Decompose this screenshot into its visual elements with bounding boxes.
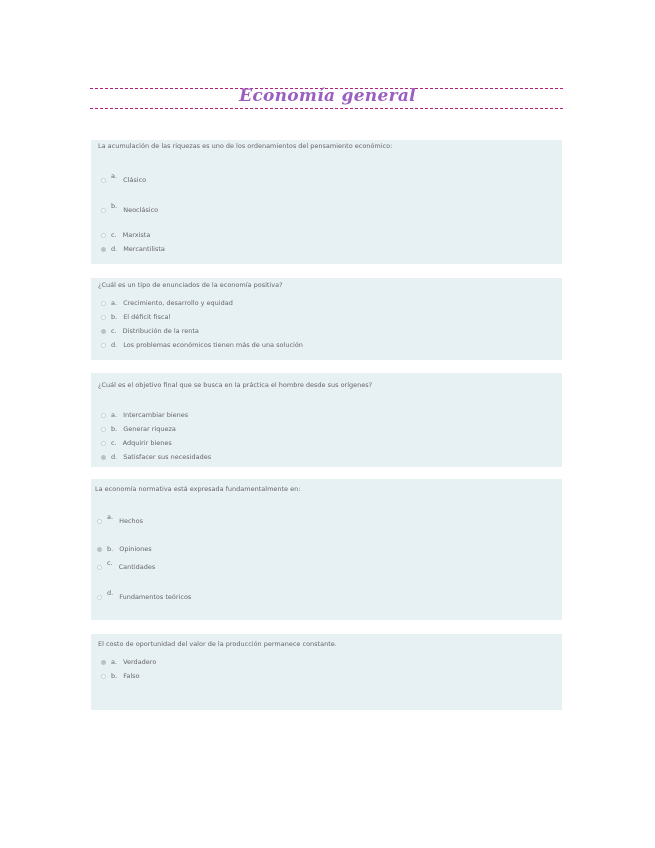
radio-button[interactable] (101, 343, 106, 348)
option-label: Crecimiento, desarrollo y equidad (123, 299, 233, 307)
option-label: Mercantilista (123, 245, 165, 253)
option-letter: d. (111, 245, 118, 253)
radio-button[interactable] (101, 427, 106, 432)
radio-button[interactable] (97, 519, 102, 524)
answer-option[interactable] (101, 172, 147, 184)
answer-option[interactable] (101, 411, 188, 419)
radio-button[interactable] (101, 208, 106, 213)
option-letter: d. (111, 453, 118, 461)
option-letter: c. (111, 327, 117, 335)
option-letter: a. (111, 299, 118, 307)
option-label: Los problemas económicos tienen más de una solución (123, 341, 303, 349)
radio-button[interactable] (101, 441, 106, 446)
question-card (91, 278, 562, 360)
question-text: La economía normativa está expresada fundamentalmente en: (95, 485, 301, 493)
radio-button-selected[interactable] (97, 547, 102, 552)
option-label: Hechos (119, 517, 144, 525)
answer-option[interactable] (97, 513, 144, 525)
option-letter: a. (111, 172, 118, 180)
option-label: Opiniones (119, 545, 152, 553)
option-label: Clásico (123, 176, 147, 184)
option-label: El déficit fiscal (123, 313, 171, 321)
answer-option[interactable] (101, 425, 176, 433)
answer-option[interactable] (97, 589, 192, 601)
answer-option[interactable] (101, 313, 170, 321)
option-label: Generar riqueza (123, 425, 176, 433)
radio-button-selected[interactable] (101, 247, 106, 252)
option-label: Intercambiar bienes (123, 411, 189, 419)
radio-button[interactable] (101, 178, 106, 183)
answer-option[interactable] (101, 231, 150, 239)
bottom-divider (90, 108, 563, 109)
answer-option[interactable] (101, 672, 140, 680)
answer-option[interactable] (101, 202, 159, 214)
option-letter: b. (111, 425, 118, 433)
radio-button[interactable] (101, 674, 106, 679)
answer-option[interactable] (101, 245, 165, 253)
option-letter: b. (111, 313, 118, 321)
answer-option[interactable] (101, 341, 303, 349)
option-label: Distribución de la renta (122, 327, 199, 335)
option-letter: c. (107, 559, 113, 567)
option-label: Fundamentos teóricos (119, 593, 192, 601)
option-letter: a. (111, 658, 118, 666)
option-label: Satisfacer sus necesidades (123, 453, 212, 461)
radio-button-selected[interactable] (101, 329, 106, 334)
question-card (91, 634, 562, 710)
radio-button[interactable] (101, 315, 106, 320)
radio-button-selected[interactable] (101, 455, 106, 460)
radio-button-selected[interactable] (101, 660, 106, 665)
option-label: Adquirir bienes (122, 439, 172, 447)
option-letter: b. (107, 545, 114, 553)
radio-button[interactable] (97, 595, 102, 600)
answer-option[interactable] (101, 299, 233, 307)
answer-option[interactable] (101, 327, 199, 335)
option-letter: d. (107, 589, 114, 597)
option-label: Cantidades (118, 563, 156, 571)
question-card (91, 373, 562, 467)
answer-option[interactable] (101, 658, 156, 666)
answer-option[interactable] (97, 545, 152, 553)
option-letter: c. (111, 439, 117, 447)
question-card (91, 140, 562, 264)
radio-button[interactable] (101, 413, 106, 418)
radio-button[interactable] (101, 233, 106, 238)
option-letter: b. (111, 672, 118, 680)
option-label: Falso (123, 672, 140, 680)
option-label: Neoclásico (123, 206, 159, 214)
radio-button[interactable] (97, 565, 102, 570)
answer-option[interactable] (97, 559, 156, 571)
option-letter: a. (111, 411, 118, 419)
question-card (91, 479, 562, 620)
page-title: Economía general (239, 86, 416, 106)
question-text: ¿Cuál es el objetivo final que se busca en la práctica el hombre desde sus orígenes? (98, 381, 373, 389)
option-letter: b. (111, 202, 118, 210)
option-label: Verdadero (123, 658, 157, 666)
option-letter: d. (111, 341, 118, 349)
question-text: La acumulación de las riquezas es uno de los ordenamientos del pensamiento económico: (98, 142, 393, 150)
radio-button[interactable] (101, 301, 106, 306)
question-text: El costo de oportunidad del valor de la producción permanece constante. (98, 640, 337, 648)
option-letter: c. (111, 231, 117, 239)
option-letter: a. (107, 513, 114, 521)
option-label: Marxista (122, 231, 151, 239)
answer-option[interactable] (101, 439, 172, 447)
answer-option[interactable] (101, 453, 211, 461)
question-text: ¿Cuál es un tipo de enunciados de la economía positiva? (98, 281, 283, 289)
